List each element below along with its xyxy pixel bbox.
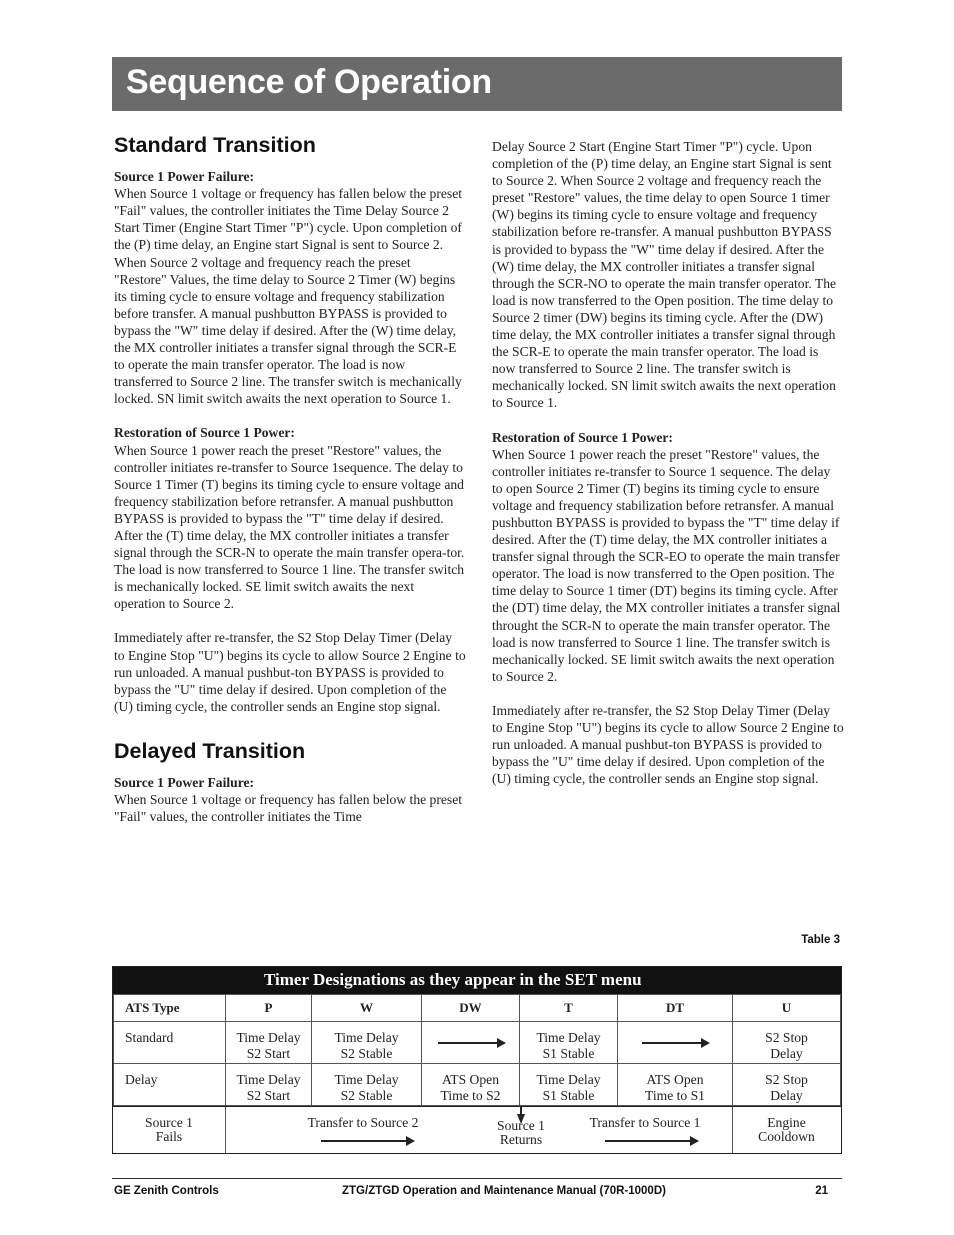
cell-dt: [618, 1022, 733, 1064]
table-row-delay: [114, 1064, 841, 1106]
header-dt: DT: [618, 995, 733, 1022]
timeline-source1-returns: [483, 1107, 559, 1165]
cell-dt-line1: ATS Open: [646, 1072, 704, 1087]
delayed-transition-heading: Delayed Transition: [114, 738, 306, 763]
header-p: P: [226, 995, 312, 1022]
timeline-end-line2: Cooldown: [758, 1129, 815, 1144]
cell-dw-line1: ATS Open: [441, 1072, 500, 1087]
del-source1-failure-title: Source 1 Power Failure:: [114, 775, 255, 790]
right-column: [492, 138, 844, 804]
del-source1-failure-text: When Source 1 voltage or frequency has fallen below the preset "Fail" values, the controller initiates the Time: [114, 792, 463, 825]
cell-p-line1: Time Delay: [236, 1030, 301, 1045]
cell-type: Delay: [114, 1064, 226, 1106]
cell-u: [733, 1022, 841, 1064]
timeline-divider: [225, 1107, 226, 1153]
header-t: T: [520, 995, 618, 1022]
cell-w: [312, 1022, 422, 1064]
timeline-start-line1: Source 1: [145, 1115, 193, 1130]
del-restoration-text: When Source 1 power reach the preset "Restore" values, the controller initiates re-transfer to Source 1 sequence. The delay to open Source 2 Timer (T) begins its timing cycle to ensure voltage and frequency stabilization before retransfer. A manual pushbutton BYPASS is provided to bypass the "T" time delay if desired. After the (T) time delay, the MX controller initiates a transfer signal through the SCR-EO to operate the main transfer operator. The load is now transferred to the Open position. The time delay to Source 1 timer (DT) begins its timing cycle. After the (DT) time delay, the MX controller initiates a transfer signal throught the SCR-N to operate the main transfer operator. The load is now transferred to Source 1 line. The transfer switch is mechanically locked. SE limit switch awaits the next operation to Source 2.: [492, 446, 841, 684]
timeline-start-line2: Fails: [155, 1129, 183, 1144]
header-u: U: [733, 995, 841, 1022]
cell-w: [312, 1064, 422, 1106]
footer-divider: [112, 1178, 842, 1179]
footer-company: GE Zenith Controls: [114, 1185, 219, 1197]
left-column: [114, 133, 466, 842]
cell-t: [520, 1064, 618, 1106]
cell-t-line2: S1 Stable: [542, 1046, 595, 1061]
cell-p: [226, 1022, 312, 1064]
del-continued-paragraph: Delay Source 2 Start (Engine Start Timer "P") cycle. Upon completion of the (P) time delay, an Engine start Signal is sent to Source 2. When Source 2 voltage and frequency reach the preset "Restore" values, the time delay to open Source 1 timer (W) begins its timing cycle to ensure voltage and frequency stabilization before re-transfer. A manual pushbutton BYPASS is provided to bypass the "W" time delay if desired. After the (W) time delay, the MX controller initiates a transfer signal through the SCR-NO to operate the main transfer operator. The load is now transferred to the Open position. The time delay to Source 2 timer (DW) begins its timing cycle. After the (DW) time delay, the MX controller initiates a transfer signal through the SCR-E to operate the main transfer operator. The load is now transferred to Source 2 line. The transfer switch is mechanically locked. SN limit switch awaits the next operation to Source 1.: [492, 139, 837, 411]
del-restoration-title: Restoration of Source 1 Power:: [492, 429, 673, 445]
page-title: Sequence of Operation: [126, 63, 492, 101]
cell-w-line2: S2 Stable: [340, 1088, 393, 1103]
timeline-end: [733, 1107, 840, 1162]
cell-w-line1: Time Delay: [334, 1030, 399, 1045]
footer-page-number: 21: [815, 1185, 828, 1197]
cell-u-line1: S2 Stop: [765, 1030, 808, 1045]
cell-dt-line2: Time to S1: [645, 1088, 705, 1103]
cell-p-line2: S2 Start: [246, 1046, 291, 1061]
cell-dw: [422, 1064, 520, 1106]
cell-p-line1: Time Delay: [236, 1072, 301, 1087]
cell-p-line2: S2 Start: [246, 1088, 291, 1103]
right-arrow-icon: [605, 1140, 697, 1142]
cell-u: [733, 1064, 841, 1106]
table-label: Table 3: [801, 934, 840, 946]
right-arrow-icon: [321, 1140, 413, 1142]
del-restoration: [492, 429, 844, 685]
timeline-returns-line2: Returns: [499, 1132, 543, 1147]
cell-u-line2: Delay: [770, 1046, 803, 1061]
std-restoration: [114, 424, 466, 612]
cell-dw-line2: Time to S2: [440, 1088, 501, 1103]
table-row-standard: [114, 1022, 841, 1064]
del-immediate-paragraph: Immediately after re-transfer, the S2 Stop Delay Timer (Delay to Engine Stop "U") begins its cycle to allow Source 2 Engine to run unloaded. A manual pushbut-ton BYPASS is provided to bypass the "U" time delay if desired. Upon completion of the (U) timing cycle, the controller sends an Engine stop signal.: [492, 702, 844, 787]
cell-w-line2: S2 Stable: [340, 1046, 393, 1061]
del-source1-failure: [114, 774, 466, 825]
page-banner: [112, 57, 842, 111]
timeline-transfer-to-source-1: Transfer to Source 1: [589, 1115, 701, 1130]
std-source1-failure-text: When Source 1 voltage or frequency has fallen below the preset "Fail" values, the controller initiates the Time Delay Source 2 Start Timer (Engine Start Timer "P") cycle. Upon completion of the (P) time delay, an Engine start Signal is sent to Source 2. When Source 2 voltage and frequency reach the preset "Restore" Values, the time delay to Source 2 Timer (W) begins its timing cycle to ensure voltage and frequency stabilization before transfer. A manual pushbutton BYPASS is provided to bypass the "W" time delay if desired. After the (W) time delay, the MX controller initiates a transfer signal through the SCR-E to operate the main transfer operator. The load is now transferred to Source 2 line. The transfer switch is mechanically locked. SN limit switch awaits the next operation to Source 1.: [114, 186, 463, 407]
right-arrow-icon: [642, 1042, 708, 1044]
cell-t-line2: S1 Stable: [542, 1088, 595, 1103]
sequence-timeline: [113, 1106, 841, 1153]
timer-grid: [113, 994, 841, 1106]
std-source1-failure-title: Source 1 Power Failure:: [114, 169, 255, 185]
timer-designations-table: [112, 966, 842, 1154]
timeline-returns-line1: Source 1: [497, 1118, 545, 1133]
std-restoration-text: When Source 1 power reach the preset "Restore" values, the controller initiates re-transfer to Source 1sequence. The delay to Source 1 Timer (T) begins its timing cycle to ensure voltage and frequency stabilization before retransfer. A manual pushbutton BYPASS is provided to bypass the "T" time delay if desired. After the (T) time delay, the MX controller initiates a transfer signal through the SCR-N to operate the main transfer opera-tor. The load is now transferred to Source 1 line. The transfer switch is mechanically locked. SE limit switch awaits the next operation to Source 2.: [114, 442, 465, 612]
header-w: W: [312, 995, 422, 1022]
timeline-transfer-to-source-2: Transfer to Source 2: [307, 1115, 419, 1130]
standard-transition-heading: Standard Transition: [114, 133, 316, 157]
footer-manual-title: ZTG/ZTGD Operation and Maintenance Manual (70R-1000D): [342, 1185, 666, 1197]
std-immediate-paragraph: Immediately after re-transfer, the S2 Stop Delay Timer (Delay to Engine Stop "U") begins its cycle to allow Source 2 Engine to run unloaded. A manual pushbut-ton BYPASS is provided to bypass the "U" time delay if desired. Upon completion of the (U) timing cycle, the controller sends an Engine stop signal.: [114, 630, 466, 714]
right-arrow-icon: [438, 1042, 504, 1044]
std-source1-failure: [114, 168, 466, 407]
header-ats-type: ATS Type: [114, 995, 226, 1022]
cell-type: Standard: [114, 1022, 226, 1064]
cell-t-line1: Time Delay: [536, 1030, 601, 1045]
cell-w-line1: Time Delay: [334, 1072, 399, 1087]
cell-t-line1: Time Delay: [536, 1072, 601, 1087]
table-header-row: [114, 995, 841, 1022]
cell-p: [226, 1064, 312, 1106]
timeline-end-line1: Engine: [767, 1115, 806, 1130]
cell-u-line2: Delay: [770, 1088, 803, 1103]
table-title: Timer Designations as they appear in the SET menu: [113, 967, 841, 994]
std-restoration-title: Restoration of Source 1 Power:: [114, 425, 295, 441]
header-dw: DW: [422, 995, 520, 1022]
timeline-start: [113, 1107, 225, 1162]
cell-u-line1: S2 Stop: [765, 1072, 808, 1087]
cell-t: [520, 1022, 618, 1064]
cell-dw: [422, 1022, 520, 1064]
cell-dt: [618, 1064, 733, 1106]
